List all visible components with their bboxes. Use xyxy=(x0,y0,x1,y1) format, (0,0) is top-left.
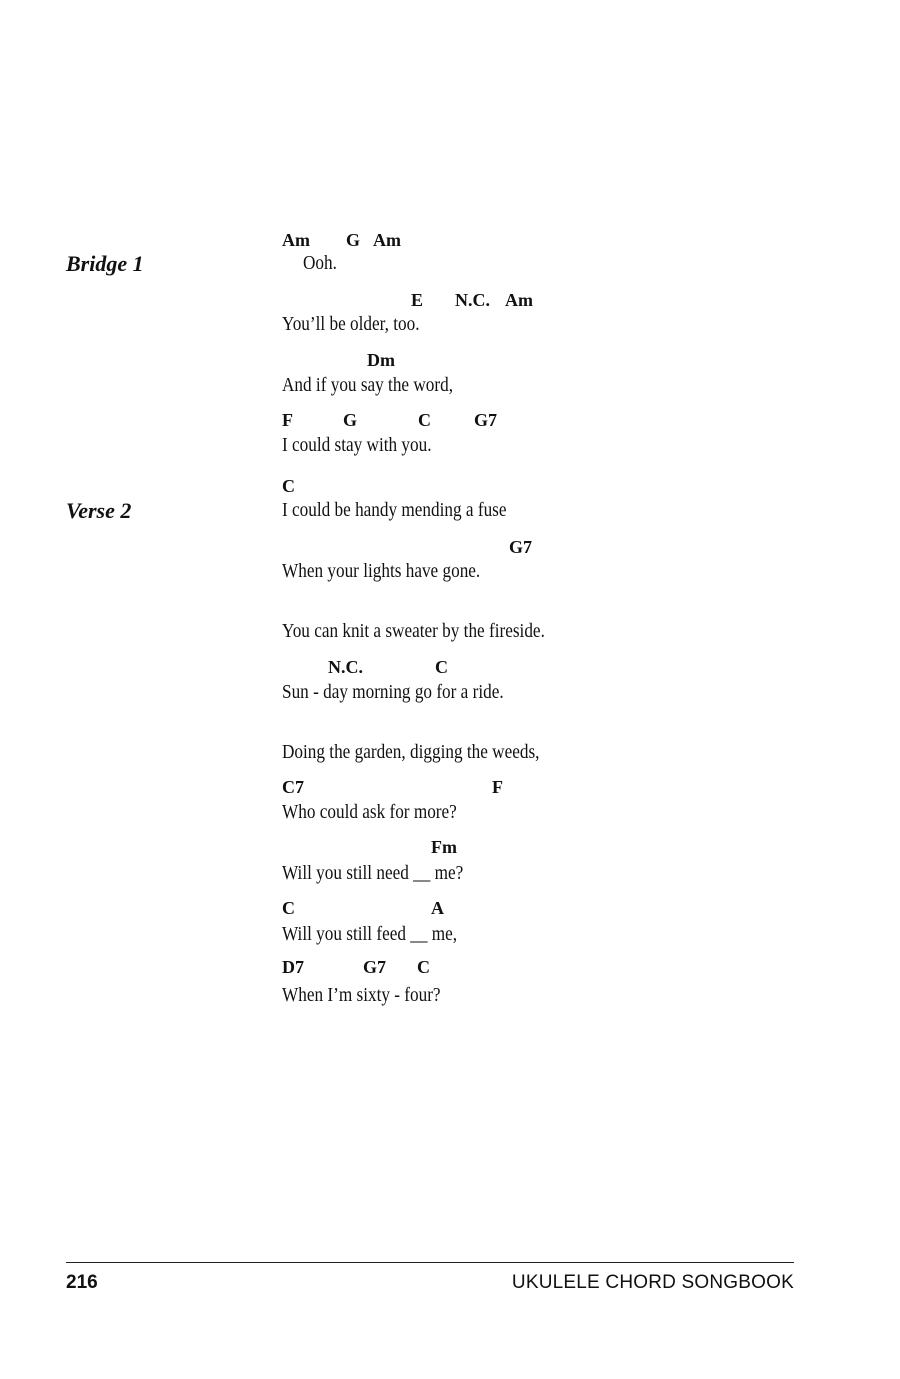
chord: Fm xyxy=(431,837,457,857)
chord: F xyxy=(282,410,293,430)
lyric-line: When I’m sixty - four? xyxy=(282,984,441,1006)
chord: C xyxy=(435,657,448,677)
lyric-line: Ooh. xyxy=(303,252,337,274)
lyric-line: When your lights have gone. xyxy=(282,560,481,582)
lyric-line: You can knit a sweater by the fireside. xyxy=(282,620,545,642)
chord: N.C. xyxy=(328,657,363,677)
chord-row xyxy=(0,777,900,801)
chord-row xyxy=(0,476,900,500)
chord: Am xyxy=(373,230,401,250)
chord-row xyxy=(0,898,900,922)
chord-row xyxy=(0,230,900,254)
section-label-verse-2: Verse 2 xyxy=(66,498,132,523)
chord-row xyxy=(0,410,900,434)
lyric-line: Sun - day morning go for a ride. xyxy=(282,681,504,703)
chord: G7 xyxy=(363,957,387,977)
chord: G xyxy=(343,410,358,430)
lyric-line: Doing the garden, digging the weeds, xyxy=(282,741,540,763)
chord-row xyxy=(0,837,900,861)
lyric-line: Will you still need __ me? xyxy=(282,862,464,884)
page-number: 216 xyxy=(66,1272,98,1293)
lyric-line: You’ll be older, too. xyxy=(282,313,420,335)
lyric-line: Who could ask for more? xyxy=(282,801,457,823)
chord: C xyxy=(282,476,295,496)
chord: N.C. xyxy=(455,290,490,310)
lyric-line: And if you say the word, xyxy=(282,374,454,396)
chord: C xyxy=(282,898,295,918)
chord: Am xyxy=(505,290,533,310)
chord: F xyxy=(492,777,503,797)
chord: Dm xyxy=(367,350,395,370)
chord-row xyxy=(0,290,900,314)
chord-row xyxy=(0,957,900,981)
chord-row xyxy=(0,537,900,561)
chord: C xyxy=(418,410,431,430)
book-title: UKULELE CHORD SONGBOOK xyxy=(511,1272,794,1293)
chord: C xyxy=(417,957,430,977)
chord: D7 xyxy=(282,957,304,977)
chord-row xyxy=(0,657,900,681)
lyric-line: I could stay with you. xyxy=(282,434,432,456)
chord: G xyxy=(346,230,361,250)
chord: C7 xyxy=(282,777,304,797)
chord: E xyxy=(411,290,424,310)
chord: Am xyxy=(282,230,310,250)
footer-divider xyxy=(66,1262,794,1263)
chord: G7 xyxy=(474,410,498,430)
chord: G7 xyxy=(509,537,533,557)
lyric-line: Will you still feed __ me, xyxy=(282,923,458,945)
lyric-line: I could be handy mending a fuse xyxy=(282,499,507,521)
chord-row xyxy=(0,350,900,374)
chord: A xyxy=(431,898,444,918)
section-label-bridge-1: Bridge 1 xyxy=(66,251,144,276)
